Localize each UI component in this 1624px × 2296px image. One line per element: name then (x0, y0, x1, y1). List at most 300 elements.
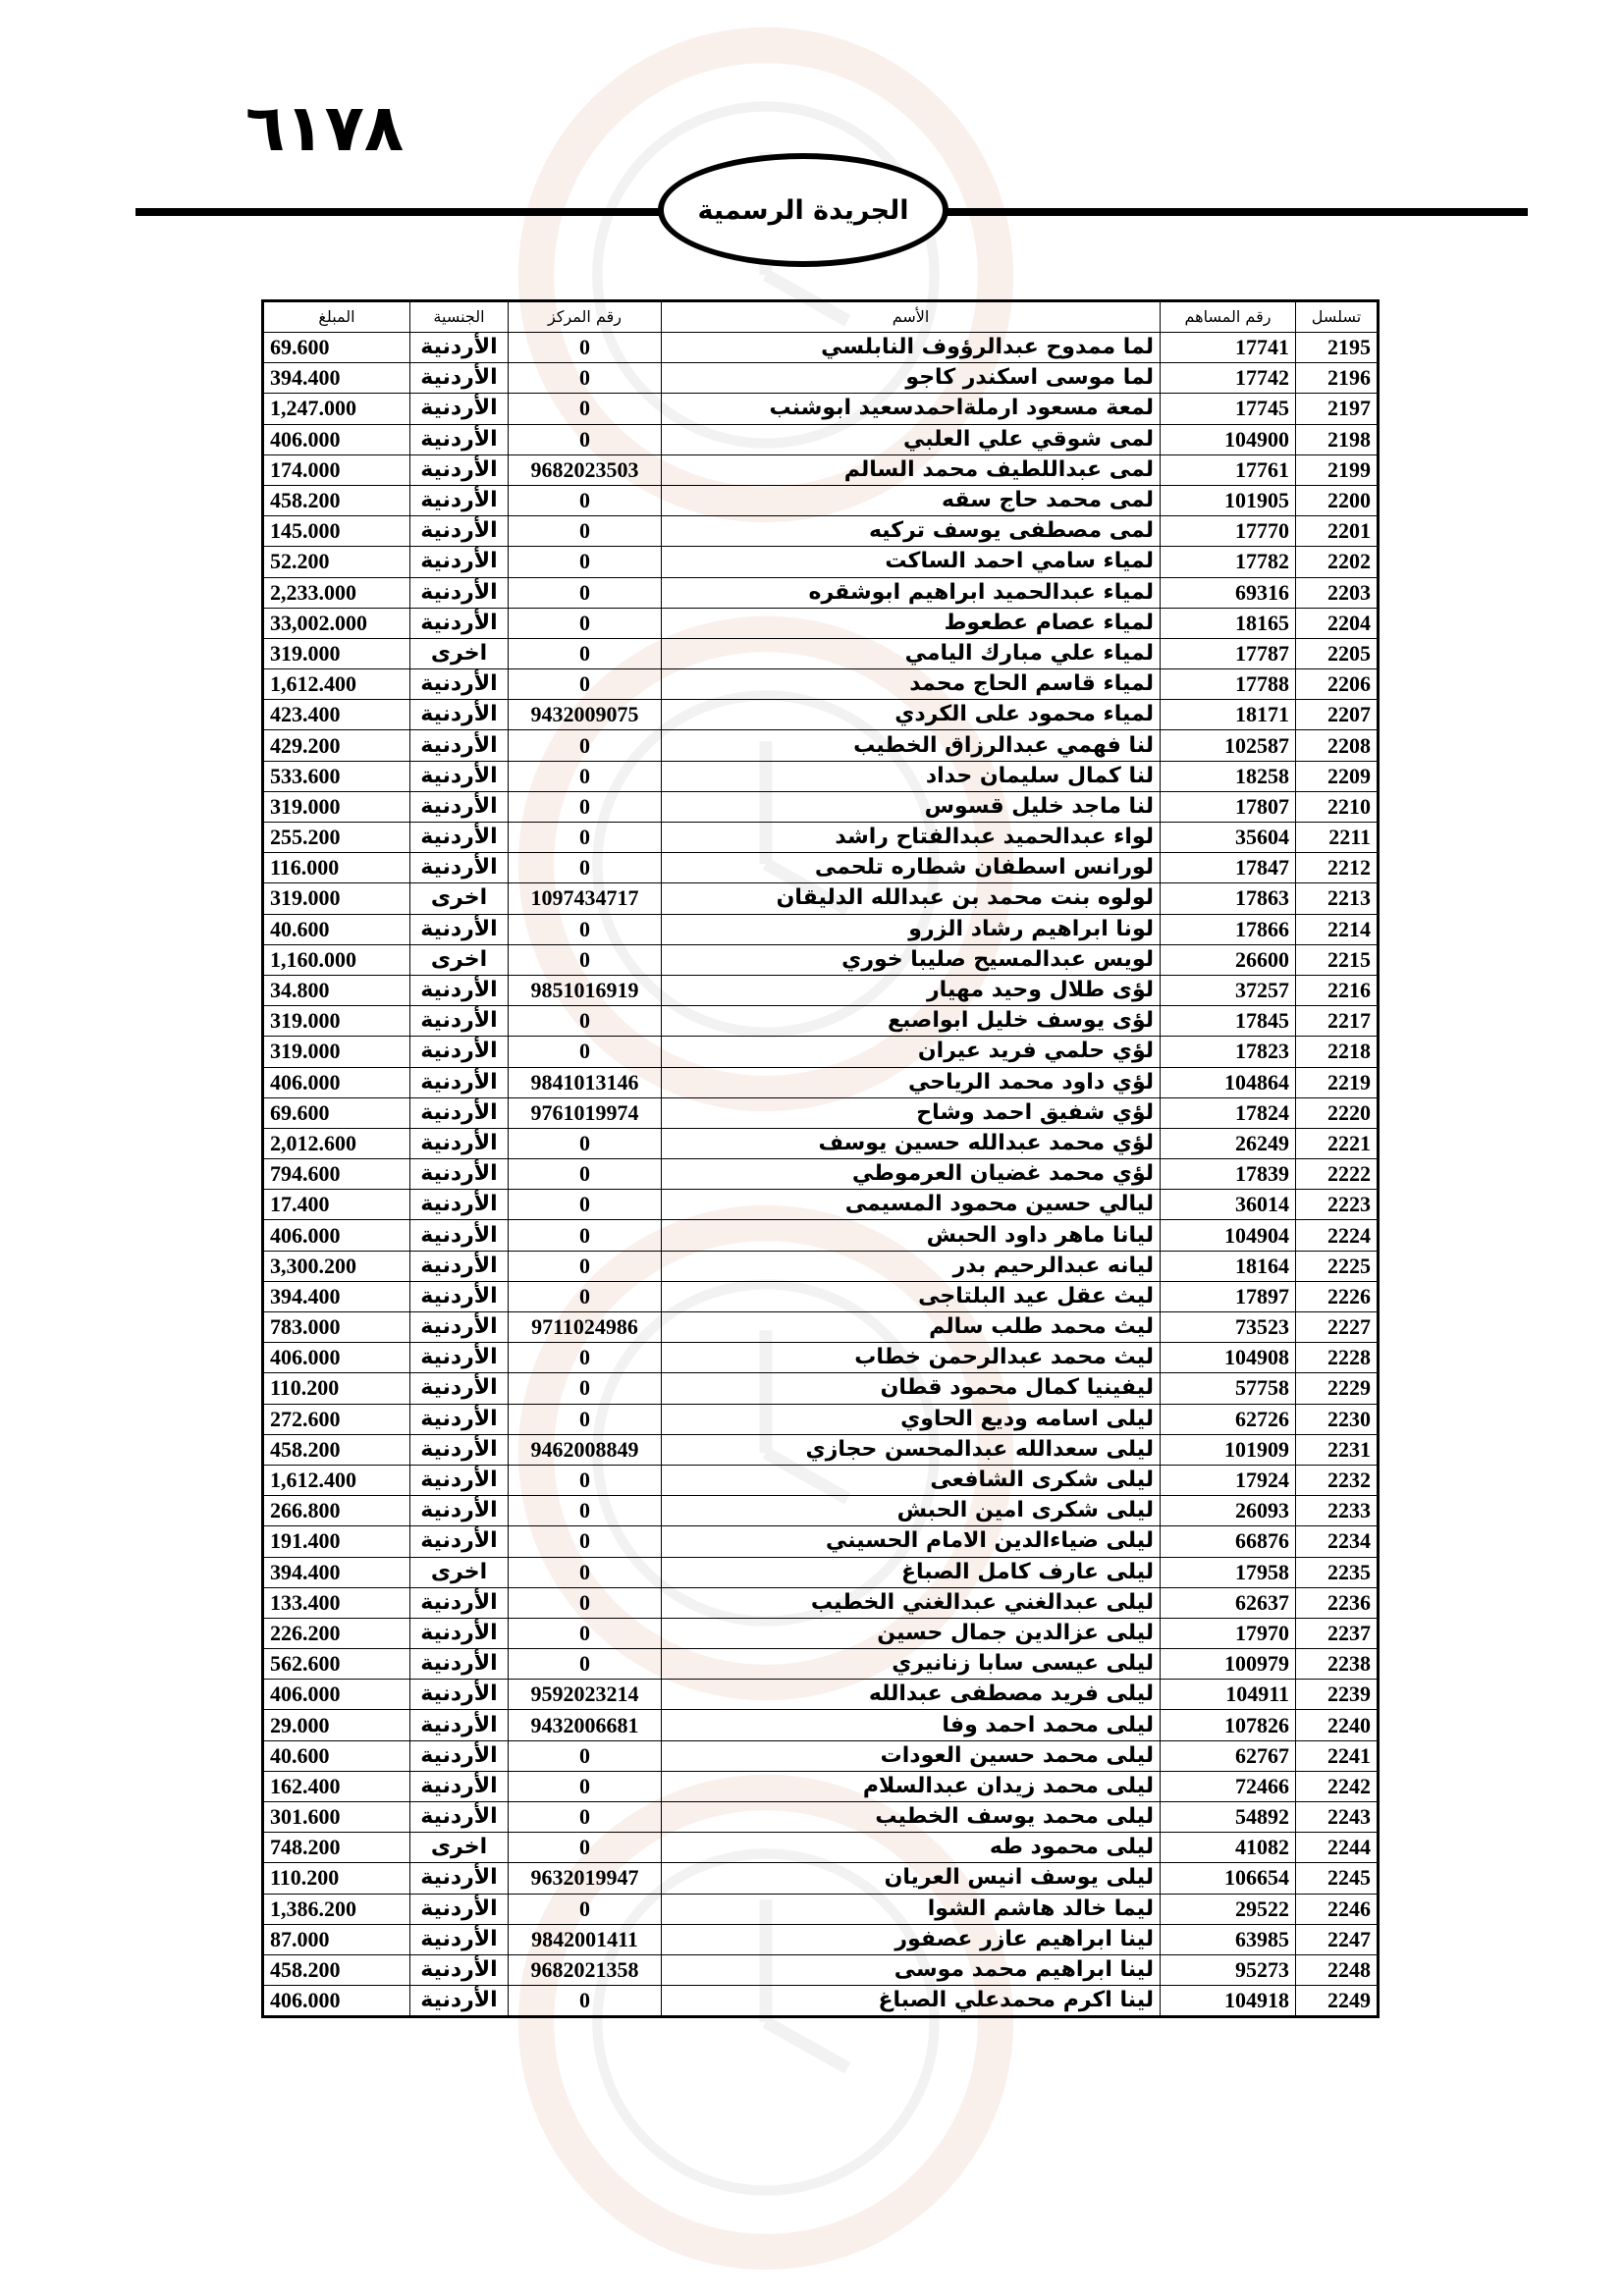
cell-name: لمى شوقي علي العلبي (662, 424, 1161, 454)
cell-center-no: 0 (509, 1557, 662, 1587)
cell-serial: 2204 (1296, 608, 1379, 638)
page-number: ٦١٧٨ (245, 90, 405, 166)
cell-nationality: اخرى (410, 883, 509, 914)
cell-nationality: الأردنية (410, 914, 509, 944)
cell-center-no: 9842001411 (509, 1924, 662, 1954)
table-row (263, 1740, 1379, 1771)
cell-nationality: الأردنية (410, 1281, 509, 1311)
cell-serial: 2234 (1296, 1526, 1379, 1557)
cell-amount: 406.000 (263, 1986, 410, 2017)
table-row (263, 1557, 1379, 1587)
cell-name: ليلى عزالدين جمال حسين (662, 1618, 1161, 1648)
cell-name: لؤي داود محمد الرياحي (662, 1067, 1161, 1097)
cell-amount: 69.600 (263, 333, 410, 363)
cell-amount: 458.200 (263, 1954, 410, 1985)
table-row (263, 1771, 1379, 1801)
cell-name: لورانس اسطفان شطاره تلحمى (662, 853, 1161, 883)
table-row (263, 1373, 1379, 1404)
cell-amount: 406.000 (263, 1067, 410, 1097)
cell-amount: 748.200 (263, 1833, 410, 1863)
cell-center-no: 0 (509, 1771, 662, 1801)
cell-name: ليانه عبدالرحيم بدر (662, 1251, 1161, 1281)
cell-amount: 226.200 (263, 1618, 410, 1648)
table-row (263, 975, 1379, 1005)
cell-shareholder-no: 63985 (1161, 1924, 1296, 1954)
cell-shareholder-no: 107826 (1161, 1710, 1296, 1740)
table-row (263, 1802, 1379, 1833)
cell-amount: 533.600 (263, 761, 410, 791)
cell-amount: 406.000 (263, 1680, 410, 1710)
cell-center-no: 0 (509, 1649, 662, 1680)
cell-amount: 3,300.200 (263, 1251, 410, 1281)
table-row (263, 1220, 1379, 1251)
cell-shareholder-no: 62767 (1161, 1740, 1296, 1771)
cell-amount: 29.000 (263, 1710, 410, 1740)
table-row (263, 1496, 1379, 1526)
cell-name: ليالي حسين محمود المسيمى (662, 1190, 1161, 1220)
cell-shareholder-no: 66876 (1161, 1526, 1296, 1557)
cell-amount: 69.600 (263, 1097, 410, 1128)
cell-amount: 406.000 (263, 1220, 410, 1251)
table-header-row (263, 301, 1379, 333)
cell-serial: 2202 (1296, 547, 1379, 577)
cell-amount: 1,612.400 (263, 1465, 410, 1495)
table-row (263, 394, 1379, 424)
cell-nationality: الأردنية (410, 363, 509, 394)
cell-center-no: 0 (509, 823, 662, 853)
table-row (263, 1710, 1379, 1740)
cell-amount: 40.600 (263, 1740, 410, 1771)
cell-name: ليانا ماهر داود الحبش (662, 1220, 1161, 1251)
cell-center-no: 0 (509, 1220, 662, 1251)
cell-shareholder-no: 17924 (1161, 1465, 1296, 1495)
cell-serial: 2238 (1296, 1649, 1379, 1680)
cell-name: ليما خالد هاشم الشوا (662, 1894, 1161, 1924)
cell-nationality: الأردنية (410, 1986, 509, 2017)
cell-name: لما موسى اسكندر كاجو (662, 363, 1161, 394)
cell-serial: 2235 (1296, 1557, 1379, 1587)
cell-name: ليلى محمد حسين العودات (662, 1740, 1161, 1771)
cell-amount: 319.000 (263, 1037, 410, 1067)
cell-amount: 1,612.400 (263, 669, 410, 700)
cell-serial: 2198 (1296, 424, 1379, 454)
cell-serial: 2239 (1296, 1680, 1379, 1710)
cell-name: لويس عبدالمسيح صليبا خوري (662, 944, 1161, 975)
cell-shareholder-no: 17745 (1161, 394, 1296, 424)
table-row (263, 1587, 1379, 1618)
cell-nationality: اخرى (410, 1557, 509, 1587)
table-row (263, 1404, 1379, 1434)
cell-shareholder-no: 17742 (1161, 363, 1296, 394)
header-nationality: الجنسية (410, 301, 509, 333)
cell-amount: 40.600 (263, 914, 410, 944)
cell-center-no: 9682023503 (509, 454, 662, 485)
cell-serial: 2223 (1296, 1190, 1379, 1220)
cell-shareholder-no: 104908 (1161, 1343, 1296, 1373)
cell-center-no: 9711024986 (509, 1312, 662, 1343)
table-row (263, 454, 1379, 485)
cell-name: لنا ماجد خليل قسوس (662, 791, 1161, 822)
cell-shareholder-no: 104900 (1161, 424, 1296, 454)
cell-center-no: 1097434717 (509, 883, 662, 914)
cell-center-no: 0 (509, 1159, 662, 1190)
cell-shareholder-no: 73523 (1161, 1312, 1296, 1343)
cell-serial: 2222 (1296, 1159, 1379, 1190)
table-row (263, 883, 1379, 914)
cell-amount: 406.000 (263, 424, 410, 454)
cell-shareholder-no: 17863 (1161, 883, 1296, 914)
cell-center-no: 0 (509, 1618, 662, 1648)
cell-amount: 458.200 (263, 1434, 410, 1465)
cell-shareholder-no: 35604 (1161, 823, 1296, 853)
cell-serial: 2248 (1296, 1954, 1379, 1985)
table-row (263, 669, 1379, 700)
cell-amount: 301.600 (263, 1802, 410, 1833)
cell-serial: 2219 (1296, 1067, 1379, 1097)
cell-center-no: 0 (509, 1526, 662, 1557)
cell-nationality: الأردنية (410, 1771, 509, 1801)
cell-center-no: 0 (509, 638, 662, 668)
cell-name: لؤي محمد غضيان العرموطي (662, 1159, 1161, 1190)
cell-name: لينا اكرم محمدعلي الصباغ (662, 1986, 1161, 2017)
header-center-no: رقم المركز (509, 301, 662, 333)
cell-nationality: الأردنية (410, 761, 509, 791)
cell-serial: 2196 (1296, 363, 1379, 394)
cell-serial: 2228 (1296, 1343, 1379, 1373)
table-row (263, 1312, 1379, 1343)
cell-shareholder-no: 17782 (1161, 547, 1296, 577)
cell-center-no: 0 (509, 1986, 662, 2017)
cell-amount: 394.400 (263, 363, 410, 394)
cell-serial: 2201 (1296, 516, 1379, 547)
cell-shareholder-no: 17845 (1161, 1006, 1296, 1037)
cell-name: لواء عبدالحميد عبدالفتاح راشد (662, 823, 1161, 853)
cell-shareholder-no: 100979 (1161, 1649, 1296, 1680)
cell-center-no: 0 (509, 485, 662, 515)
cell-nationality: الأردنية (410, 1067, 509, 1097)
cell-center-no: 9592023214 (509, 1680, 662, 1710)
cell-nationality: الأردنية (410, 577, 509, 608)
table-row (263, 608, 1379, 638)
cell-name: لمى مصطفى يوسف تركيه (662, 516, 1161, 547)
cell-shareholder-no: 69316 (1161, 577, 1296, 608)
cell-serial: 2221 (1296, 1128, 1379, 1158)
cell-center-no: 9632019947 (509, 1863, 662, 1894)
cell-name: ليث محمد عبدالرحمن خطاب (662, 1343, 1161, 1373)
cell-name: ليلى فريد مصطفى عبدالله (662, 1680, 1161, 1710)
cell-serial: 2217 (1296, 1006, 1379, 1037)
cell-center-no: 0 (509, 1190, 662, 1220)
cell-shareholder-no: 62726 (1161, 1404, 1296, 1434)
cell-center-no: 0 (509, 516, 662, 547)
cell-nationality: الأردنية (410, 823, 509, 853)
cell-name: ليلى عبدالغني عبدالغني الخطيب (662, 1587, 1161, 1618)
cell-center-no: 9432009075 (509, 700, 662, 730)
cell-amount: 52.200 (263, 547, 410, 577)
cell-amount: 162.400 (263, 1771, 410, 1801)
cell-amount: 458.200 (263, 485, 410, 515)
cell-serial: 2215 (1296, 944, 1379, 975)
cell-name: ليلى محمد يوسف الخطيب (662, 1802, 1161, 1833)
page-title: الجريدة الرسمية (697, 194, 909, 226)
cell-amount: 33,002.000 (263, 608, 410, 638)
cell-serial: 2232 (1296, 1465, 1379, 1495)
cell-shareholder-no: 104904 (1161, 1220, 1296, 1251)
table-row (263, 1251, 1379, 1281)
cell-center-no: 9761019974 (509, 1097, 662, 1128)
cell-nationality: اخرى (410, 638, 509, 668)
table-row (263, 485, 1379, 515)
cell-serial: 2199 (1296, 454, 1379, 485)
cell-nationality: الأردنية (410, 1863, 509, 1894)
cell-shareholder-no: 17741 (1161, 333, 1296, 363)
cell-nationality: الأردنية (410, 516, 509, 547)
table-row (263, 363, 1379, 394)
cell-amount: 110.200 (263, 1863, 410, 1894)
cell-center-no: 0 (509, 669, 662, 700)
cell-nationality: الأردنية (410, 730, 509, 761)
table-row (263, 1097, 1379, 1128)
cell-serial: 2231 (1296, 1434, 1379, 1465)
cell-name: ليلى سعدالله عبدالمحسن حجازي (662, 1434, 1161, 1465)
cell-shareholder-no: 104911 (1161, 1680, 1296, 1710)
cell-name: ليلى محمد زيدان عبدالسلام (662, 1771, 1161, 1801)
header-serial: تسلسل (1296, 301, 1379, 333)
cell-nationality: الأردنية (410, 1740, 509, 1771)
cell-name: لمياء عصام عطعوط (662, 608, 1161, 638)
cell-nationality: الأردنية (410, 1465, 509, 1495)
cell-center-no: 0 (509, 761, 662, 791)
cell-center-no: 0 (509, 424, 662, 454)
cell-serial: 2226 (1296, 1281, 1379, 1311)
table-row (263, 853, 1379, 883)
cell-amount: 17.400 (263, 1190, 410, 1220)
cell-center-no: 0 (509, 1587, 662, 1618)
cell-shareholder-no: 17839 (1161, 1159, 1296, 1190)
cell-amount: 255.200 (263, 823, 410, 853)
cell-name: لمى عبداللطيف محمد السالم (662, 454, 1161, 485)
cell-name: لينا ابراهيم محمد موسى (662, 1954, 1161, 1985)
cell-serial: 2197 (1296, 394, 1379, 424)
cell-serial: 2207 (1296, 700, 1379, 730)
cell-nationality: الأردنية (410, 700, 509, 730)
cell-amount: 133.400 (263, 1587, 410, 1618)
table-row (263, 1924, 1379, 1954)
cell-center-no: 0 (509, 333, 662, 363)
cell-name: لمياء محمود على الكردي (662, 700, 1161, 730)
cell-serial: 2216 (1296, 975, 1379, 1005)
table-row (263, 823, 1379, 853)
cell-name: لؤي محمد عبدالله حسين يوسف (662, 1128, 1161, 1158)
table-row (263, 333, 1379, 363)
cell-amount: 429.200 (263, 730, 410, 761)
cell-center-no: 0 (509, 914, 662, 944)
cell-nationality: الأردنية (410, 1954, 509, 1985)
cell-name: ليث عقل عيد البلتاجى (662, 1281, 1161, 1311)
cell-shareholder-no: 17787 (1161, 638, 1296, 668)
cell-name: لؤى طلال وحيد مهيار (662, 975, 1161, 1005)
cell-serial: 2214 (1296, 914, 1379, 944)
cell-serial: 2241 (1296, 1740, 1379, 1771)
table-row (263, 1894, 1379, 1924)
cell-shareholder-no: 102587 (1161, 730, 1296, 761)
table-row (263, 1190, 1379, 1220)
cell-nationality: الأردنية (410, 1037, 509, 1067)
cell-shareholder-no: 41082 (1161, 1833, 1296, 1863)
cell-amount: 2,012.600 (263, 1128, 410, 1158)
cell-nationality: الأردنية (410, 1312, 509, 1343)
cell-shareholder-no: 17770 (1161, 516, 1296, 547)
cell-shareholder-no: 101905 (1161, 485, 1296, 515)
cell-name: لينا ابراهيم عازر عصفور (662, 1924, 1161, 1954)
cell-amount: 319.000 (263, 638, 410, 668)
cell-center-no: 9432006681 (509, 1710, 662, 1740)
table-row (263, 1067, 1379, 1097)
cell-amount: 87.000 (263, 1924, 410, 1954)
table-row (263, 1159, 1379, 1190)
cell-serial: 2203 (1296, 577, 1379, 608)
cell-name: ليلى اسامه وديع الحاوي (662, 1404, 1161, 1434)
cell-name: لؤي شفيق احمد وشاح (662, 1097, 1161, 1128)
cell-shareholder-no: 72466 (1161, 1771, 1296, 1801)
cell-name: ليلى شكرى امين الحبش (662, 1496, 1161, 1526)
table-row (263, 1680, 1379, 1710)
cell-shareholder-no: 106654 (1161, 1863, 1296, 1894)
cell-serial: 2211 (1296, 823, 1379, 853)
cell-amount: 1,160.000 (263, 944, 410, 975)
cell-nationality: الأردنية (410, 853, 509, 883)
cell-center-no: 0 (509, 1037, 662, 1067)
cell-name: ليلى عارف كامل الصباغ (662, 1557, 1161, 1587)
cell-center-no: 0 (509, 791, 662, 822)
cell-shareholder-no: 18258 (1161, 761, 1296, 791)
cell-nationality: الأردنية (410, 791, 509, 822)
cell-nationality: الأردنية (410, 1587, 509, 1618)
cell-amount: 191.400 (263, 1526, 410, 1557)
table-row (263, 1649, 1379, 1680)
cell-name: ليلى يوسف انيس العريان (662, 1863, 1161, 1894)
cell-nationality: الأردنية (410, 1496, 509, 1526)
cell-amount: 406.000 (263, 1343, 410, 1373)
table-row (263, 1526, 1379, 1557)
cell-name: لما ممدوح عبدالرؤوف النابلسي (662, 333, 1161, 363)
cell-serial: 2220 (1296, 1097, 1379, 1128)
cell-nationality: الأردنية (410, 1894, 509, 1924)
cell-amount: 783.000 (263, 1312, 410, 1343)
table-row (263, 700, 1379, 730)
cell-name: لنا فهمي عبدالرزاق الخطيب (662, 730, 1161, 761)
table-row (263, 547, 1379, 577)
cell-name: لولوه بنت محمد بن عبدالله الدليقان (662, 883, 1161, 914)
cell-amount: 266.800 (263, 1496, 410, 1526)
table-row (263, 1618, 1379, 1648)
cell-nationality: الأردنية (410, 485, 509, 515)
cell-serial: 2229 (1296, 1373, 1379, 1404)
cell-nationality: اخرى (410, 944, 509, 975)
cell-serial: 2249 (1296, 1986, 1379, 2017)
cell-serial: 2205 (1296, 638, 1379, 668)
cell-serial: 2225 (1296, 1251, 1379, 1281)
cell-amount: 319.000 (263, 791, 410, 822)
cell-serial: 2246 (1296, 1894, 1379, 1924)
cell-serial: 2209 (1296, 761, 1379, 791)
cell-nationality: الأردنية (410, 1618, 509, 1648)
table-row (263, 638, 1379, 668)
cell-shareholder-no: 101909 (1161, 1434, 1296, 1465)
cell-name: لونا ابراهيم رشاد الزرو (662, 914, 1161, 944)
cell-center-no: 0 (509, 1802, 662, 1833)
cell-center-no: 0 (509, 1833, 662, 1863)
cell-shareholder-no: 17788 (1161, 669, 1296, 700)
cell-name: ليث محمد طلب سالم (662, 1312, 1161, 1343)
cell-amount: 394.400 (263, 1557, 410, 1587)
cell-serial: 2210 (1296, 791, 1379, 822)
cell-name: ليلى شكرى الشافعى (662, 1465, 1161, 1495)
table-row (263, 1128, 1379, 1158)
cell-name: ليلى عيسى سابا زنانيري (662, 1649, 1161, 1680)
cell-nationality: الأردنية (410, 1128, 509, 1158)
table-row (263, 1434, 1379, 1465)
cell-amount: 319.000 (263, 883, 410, 914)
cell-amount: 34.800 (263, 975, 410, 1005)
cell-nationality: الأردنية (410, 608, 509, 638)
table-row (263, 1343, 1379, 1373)
cell-amount: 272.600 (263, 1404, 410, 1434)
cell-center-no: 9462008849 (509, 1434, 662, 1465)
table-row (263, 1006, 1379, 1037)
cell-nationality: الأردنية (410, 1006, 509, 1037)
cell-serial: 2208 (1296, 730, 1379, 761)
table-row (263, 1281, 1379, 1311)
cell-shareholder-no: 104864 (1161, 1067, 1296, 1097)
cell-serial: 2206 (1296, 669, 1379, 700)
cell-center-no: 0 (509, 1251, 662, 1281)
cell-shareholder-no: 17866 (1161, 914, 1296, 944)
cell-center-no: 0 (509, 1128, 662, 1158)
cell-nationality: الأردنية (410, 1710, 509, 1740)
cell-shareholder-no: 104918 (1161, 1986, 1296, 2017)
cell-amount: 394.400 (263, 1281, 410, 1311)
cell-nationality: الأردنية (410, 1404, 509, 1434)
cell-shareholder-no: 57758 (1161, 1373, 1296, 1404)
shareholder-table-wrap (261, 299, 1377, 2018)
table-row (263, 730, 1379, 761)
cell-shareholder-no: 37257 (1161, 975, 1296, 1005)
cell-shareholder-no: 17958 (1161, 1557, 1296, 1587)
cell-shareholder-no: 17823 (1161, 1037, 1296, 1067)
cell-amount: 116.000 (263, 853, 410, 883)
cell-shareholder-no: 17897 (1161, 1281, 1296, 1311)
cell-nationality: الأردنية (410, 1526, 509, 1557)
table-row (263, 424, 1379, 454)
cell-shareholder-no: 26093 (1161, 1496, 1296, 1526)
cell-amount: 145.000 (263, 516, 410, 547)
cell-serial: 2237 (1296, 1618, 1379, 1648)
table-row (263, 914, 1379, 944)
table-row (263, 1465, 1379, 1495)
shareholder-table (261, 299, 1380, 2018)
header-shareholder-no: رقم المساهم (1161, 301, 1296, 333)
cell-serial: 2247 (1296, 1924, 1379, 1954)
table-row (263, 577, 1379, 608)
cell-center-no: 0 (509, 1404, 662, 1434)
cell-center-no: 0 (509, 944, 662, 975)
table-row (263, 1954, 1379, 1985)
header-name: الأسم (662, 301, 1161, 333)
table-row (263, 791, 1379, 822)
table-row (263, 944, 1379, 975)
cell-center-no: 0 (509, 394, 662, 424)
